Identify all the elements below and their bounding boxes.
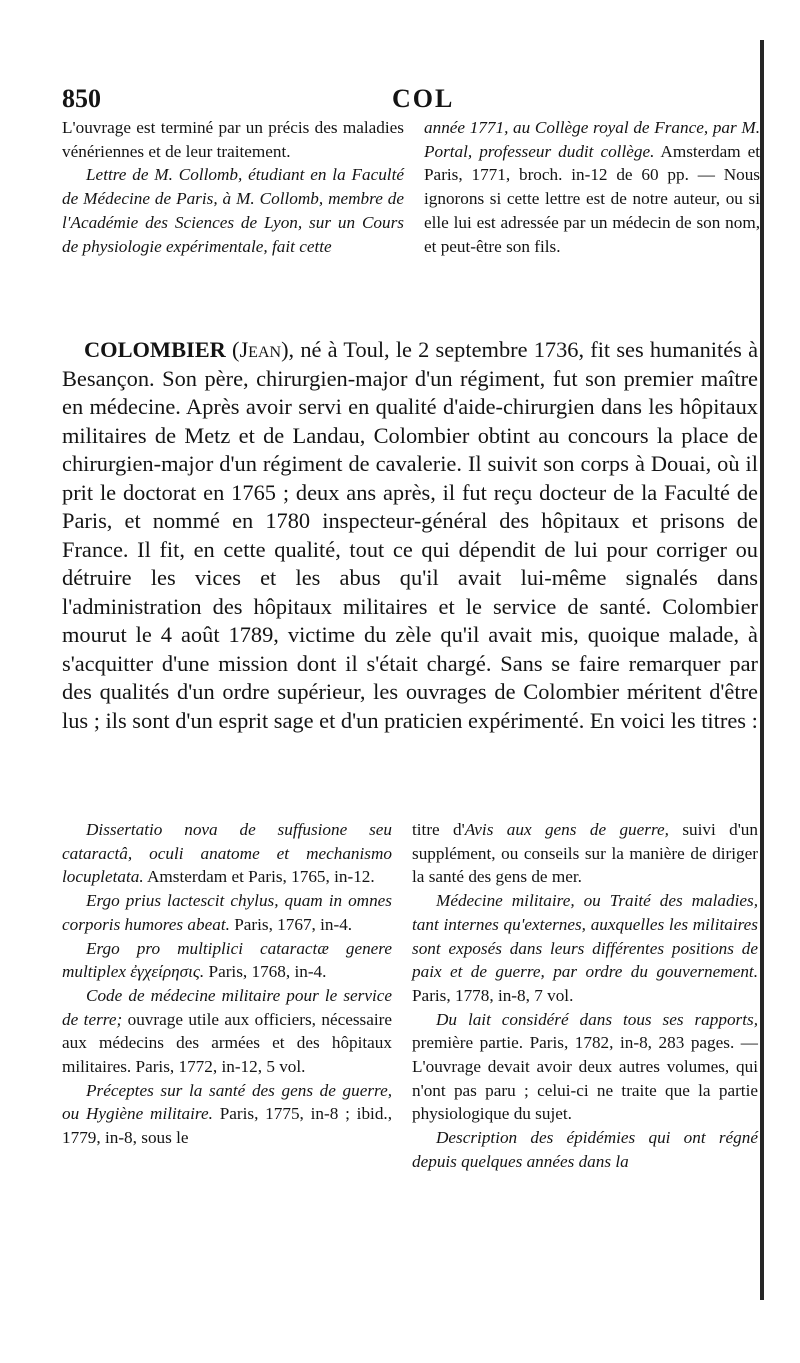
bibliography-entry	[62, 1079, 392, 1150]
bibliography-entry	[412, 1008, 758, 1127]
entry-title: Ergo pro multiplici cataractæ genere multiplex ἐγχείρησις.	[62, 938, 392, 982]
bibliography-entry-continuation	[412, 818, 758, 889]
top-right-column	[424, 116, 760, 258]
top-left-column	[62, 116, 404, 258]
entry-details: Paris, 1767, in-4.	[229, 914, 353, 934]
entry-details: Paris, 1768, in-4.	[204, 962, 327, 982]
article-headword: COLOMBIER	[84, 337, 226, 362]
article-paragraph: COLOMBIER (Jean), né à Toul, le 2 septembre 1736, fit ses humanités à Besançon. Son père, chirurgien-major d'un régiment, fut son premier maître en médecine. Après avoir servi en qualité d'aide-chirurgien dans les hôpitaux militaires de Metz et de Landau, Colombier obtint au concours la place de chirurgien-major d'un régiment de cavalerie. Il suivit son corps à Douai, où il prit le doctorat en 1765 ; deux ans après, il fut reçu docteur de la Faculté de Paris, et nommé en 1780 inspecteur-général des hôpitaux et prisons de France. Il fit, en cette qualité, tout ce qui dépendit de lui pour corriger ou détruire les vices et les abus qu'il avait lui-même signalés dans l'administration des hôpitaux militaires et le service de santé. Colombier mourut le 4 août 1789, victime du zèle qu'il avait mis, quoique malade, à s'acquitter d'une mission dont il s'était chargé. Sans se faire remarquer par des qualités d'un ordre supérieur, les ouvrages de Colombier méritent d'être lus ; ils sont d'un esprit sage et d'un praticien expérimenté. En voici les titres :	[62, 337, 759, 733]
letter-entry-title: Lettre de M. Collomb, étudiant en la Faculté de Médecine de Paris, à M. Collomb, membre de l'Académie des Sciences de Lyon, sur un Cours de physiologie expérimentale, fait cette	[62, 165, 404, 256]
letter-entry-title-cont: année 1771, au Collège royal de France, par M. Portal, professeur dudit collège.	[424, 118, 760, 161]
entry-title: Préceptes sur la santé des gens de guerre, ou Hygiène militaire.	[62, 1080, 392, 1124]
continuation-details: suivi d'un supplément, ou conseils sur la manière de diriger la santé des gens de mer.	[412, 820, 758, 887]
page-header	[62, 84, 752, 118]
continuation-prefix: titre d'	[412, 820, 465, 839]
bibliography-entry	[62, 818, 392, 889]
entry-title: Description des épidémies qui ont régné depuis quelques années dans la	[412, 1128, 758, 1171]
running-head: COL	[392, 84, 455, 113]
entry-title: Ergo prius lactescit chylus, quam in omnes corporis humores abeat.	[62, 891, 392, 934]
entry-details: Paris, 1775, in-8 ; ibid., 1779, in-8, sous le	[62, 1104, 393, 1148]
entry-details: ouvrage utile aux officiers, nécessaire aux médecins des armées et des hôpitaux militaires. Paris, 1772, in-12, 5 vol.	[62, 1009, 392, 1077]
bibliography-entry	[412, 889, 758, 1008]
bibliography-entry	[62, 984, 392, 1079]
page-number: 850	[62, 84, 101, 113]
letter-entry	[62, 163, 404, 258]
letter-entry-continuation	[424, 116, 760, 258]
article-body: , né à Toul, le 2 septembre 1736, fit ses humanités à Besançon. Son père, chirurgien-major d'un régiment, fut son premier maître en médecine. Après avoir servi en qualité d'aide-chirurgien dans les hôpitaux militaires de Metz et de Landau, Colombier obtint au concours la place de chirurgien-major d'un régiment de cavalerie. Il suivit son corps à Douai, où il prit le doctorat en 1765 ; deux ans après, il fut reçu docteur de la Faculté de Paris, et nommé en 1780 inspecteur-général des hôpitaux et prisons de France. Il fit, en cette qualité, tout ce qui dépendit de lui pour corriger ou détruire les vices et les abus qu'il avait lui-même signalés dans l'administration des hôpitaux militaires et le service de santé. Colombier mourut le 4 août 1789, victime du zèle qu'il avait mis, quoique malade, à s'acquitter d'une mission dont il s'était chargé. Sans se faire remarquer par des qualités d'un ordre supérieur, les ouvrages de Colombier méritent d'être lus ; ils sont d'un esprit sage et d'un praticien expérimenté. En voici les titres :	[62, 337, 759, 733]
entry-title: Code de médecine militaire pour le service de terre;	[62, 985, 392, 1029]
entry-title: Du lait considéré dans tous ses rapports,	[436, 1009, 758, 1029]
page-edge-shadow	[760, 40, 764, 1300]
bibliography-entry	[62, 937, 392, 984]
entry-details: Paris, 1778, in-8, 7 vol.	[412, 985, 574, 1005]
entry-details: première partie. Paris, 1782, in-8, 283 pages. — L'ouvrage devait avoir deux autres volumes, qui n'ont pas paru ; celui-ci ne traite que la partie physiologique du sujet.	[412, 1033, 758, 1124]
article-given-name: Jean	[239, 337, 282, 362]
entry-title: Médecine militaire, ou Traité des maladies, tant internes qu'externes, auxquelles les militaires sont exposés dans leurs différentes positions de paix et de guerre, par ordre du gouvernement.	[412, 891, 758, 982]
colombier-article	[62, 336, 758, 735]
bibliography-right-column	[412, 818, 758, 1174]
entry-title: Dissertatio nova de suffusione seu cataractâ, oculi anatome et mechanismo locupletata.	[62, 820, 392, 887]
previous-entry-continuation: L'ouvrage est terminé par un précis des maladies vénériennes et de leur traitement.	[62, 118, 404, 161]
bibliography-entry	[412, 1126, 758, 1173]
entry-details: Amsterdam et Paris, 1765, in-12.	[143, 867, 375, 887]
bibliography-left-column	[62, 818, 392, 1150]
continuation-title: Avis aux gens de guerre,	[464, 820, 669, 839]
letter-entry-details: Amsterdam et Paris, 1771, broch. in-12 de 60 pp. — Nous ignorons si cette lettre est de notre auteur, ou si elle lui est adressée par un médecin de son nom, et peut-être son fils.	[424, 141, 760, 256]
bibliography-entry	[62, 889, 392, 936]
